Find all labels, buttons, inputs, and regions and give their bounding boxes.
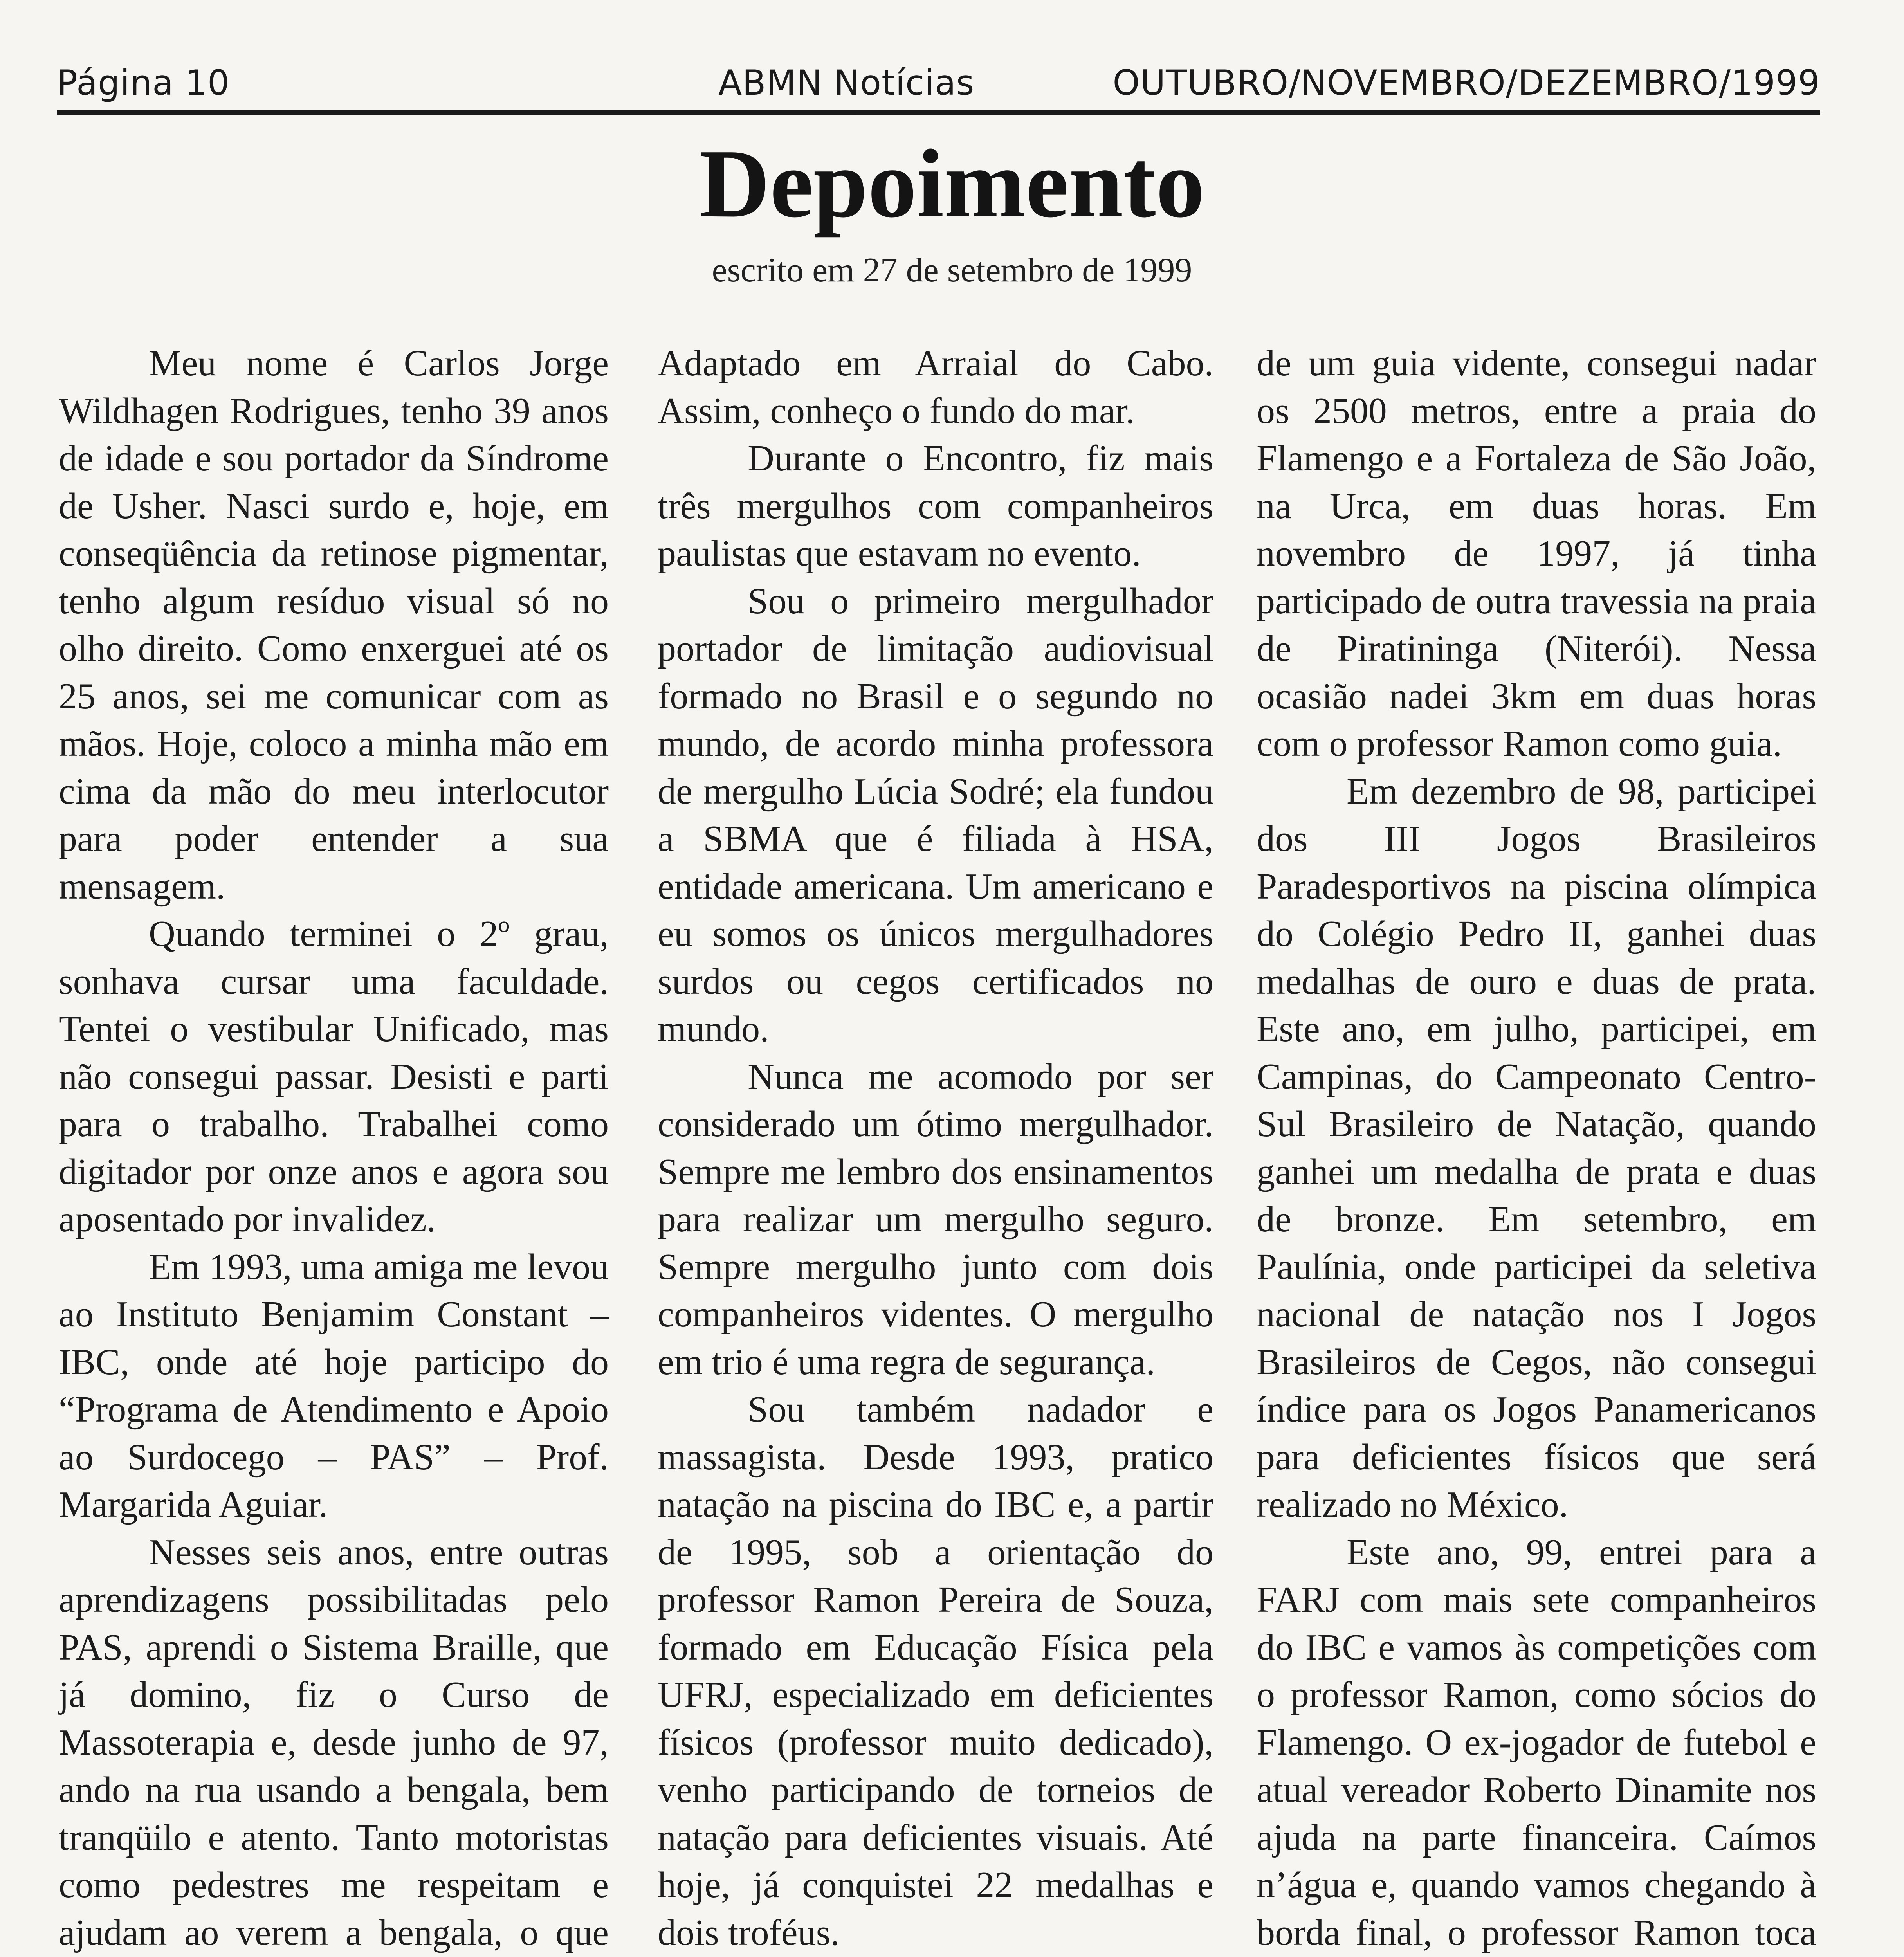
paragraph: Nunca me acomodo por ser considerado um ótimo mergulhador. Sempre me lembro dos ensinamentos para realizar um mergulho seguro. Sempre mergulho junto com dois companheiros videntes. O mergulho em trio é uma regra de segurança.: [658, 1056, 1213, 1382]
article-column-1: [59, 340, 609, 1957]
header-rule: [57, 110, 1820, 115]
paragraph: Quando terminei o 2º grau, sonhava cursar uma faculdade. Tentei o vestibular Unificado, mas não consegui passar. Desisti e parti para o trabalho. Trabalhei como digitador por onze anos e agora sou aposentado por invalidez.: [59, 914, 609, 1240]
paragraph: de um guia vidente, consegui nadar os 2500 metros, entre a praia do Flamengo e a Fortaleza de São João, na Urca, em duas horas. Em novembro de 1997, já tinha participado de outra travessia na praia de Piratininga (Niterói). Nessa ocasião nadei 3km em duas horas com o professor Ramon como guia.: [1257, 343, 1816, 764]
paragraph: Meu nome é Carlos Jorge Wildhagen Rodrigues, tenho 39 anos de idade e sou portador da Síndrome de Usher. Nasci surdo e, hoje, em conseqüência da retinose pigmentar, tenho algum resíduo visual só no olho direito. Como enxerguei até os 25 anos, sei me comunicar com as mãos. Hoje, coloco a minha mão em cima da mão do meu interlocutor para poder entender a sua mensagem.: [59, 343, 609, 907]
article-column-3: [1257, 340, 1816, 1957]
issue-date: OUTUBRO/NOVEMBRO/DEZEMBRO/1999: [1112, 63, 1820, 103]
page-number: Página 10: [57, 63, 230, 103]
page-header: [57, 63, 1820, 106]
paragraph: Sou também nadador e massagista. Desde 1993, pratico natação na piscina do IBC e, a partir de 1995, sob a orientação do professor Ramon Pereira de Souza, formado em Educação Física pela UFRJ, especializado em deficientes físicos (professor muito dedicado), venho participando de torneios de natação para deficientes visuais. Até hoje, já conquistei 22 medalhas e dois troféus.: [658, 1389, 1213, 1953]
paragraph: Adaptado em Arraial do Cabo. Assim, conheço o fundo do mar.: [658, 343, 1213, 431]
article-title: Depoimento: [699, 130, 1205, 238]
paragraph: Em dezembro de 98, participei dos III Jogos Brasileiros Paradesportivos na piscina olímpica do Colégio Pedro II, ganhei duas medalhas de ouro e duas de prata. Este ano, em julho, participei, em Campinas, do Campeonato Centro-Sul Brasileiro de Natação, quando ganhei um medalha de prata e duas de bronze. Em setembro, em Paulínia, onde participei da seletiva nacional de natação nos I Jogos Brasileiros de Cegos, não consegui índice para os Jogos Panamericanos para deficientes físicos que será realizado no México.: [1257, 771, 1816, 1525]
paragraph: Nesses seis anos, entre outras aprendizagens possibilitadas pelo PAS, aprendi o Sistema Braille, que já domino, fiz o Curso de Massoterapia e, desde junho de 97, ando na rua usando a bengala, bem tranqüilo e atento. Tanto motoristas como pedestres me respeitam e ajudam ao verem a bengala, o que: [59, 1532, 609, 1953]
publication-name: ABMN Notícias: [718, 63, 975, 103]
paragraph: Em 1993, uma amiga me levou ao Instituto Benjamim Constant – IBC, onde até hoje participo do “Programa de Atendimento e Apoio ao Surdocego – PAS” – Prof. Margarida Aguiar.: [59, 1246, 609, 1525]
paragraph: Durante o Encontro, fiz mais três mergulhos com companheiros paulistas que estavam no evento.: [658, 438, 1213, 574]
article-subtitle: escrito em 27 de setembro de 1999: [712, 251, 1192, 289]
paragraph: Este ano, 99, entrei para a FARJ com mais sete companheiros do IBC e vamos às competições com o professor Ramon, como sócios do Flamengo. O ex-jogador de futebol e atual vereador Roberto Dinamite nos ajuda na parte financeira. Caímos n’água e, quando vamos chegando à borda final, o professor Ramon toca: [1257, 1532, 1816, 1953]
paragraph: Sou o primeiro mergulhador portador de limitação audiovisual formado no Brasil e o segundo no mundo, de acordo minha professora de mergulho Lúcia Sodré; ela fundou a SBMA que é filiada à HSA, entidade americana. Um americano e eu somos os únicos mergulhadores surdos ou cegos certificados no mundo.: [658, 580, 1213, 1049]
article-column-2: [658, 340, 1213, 1957]
